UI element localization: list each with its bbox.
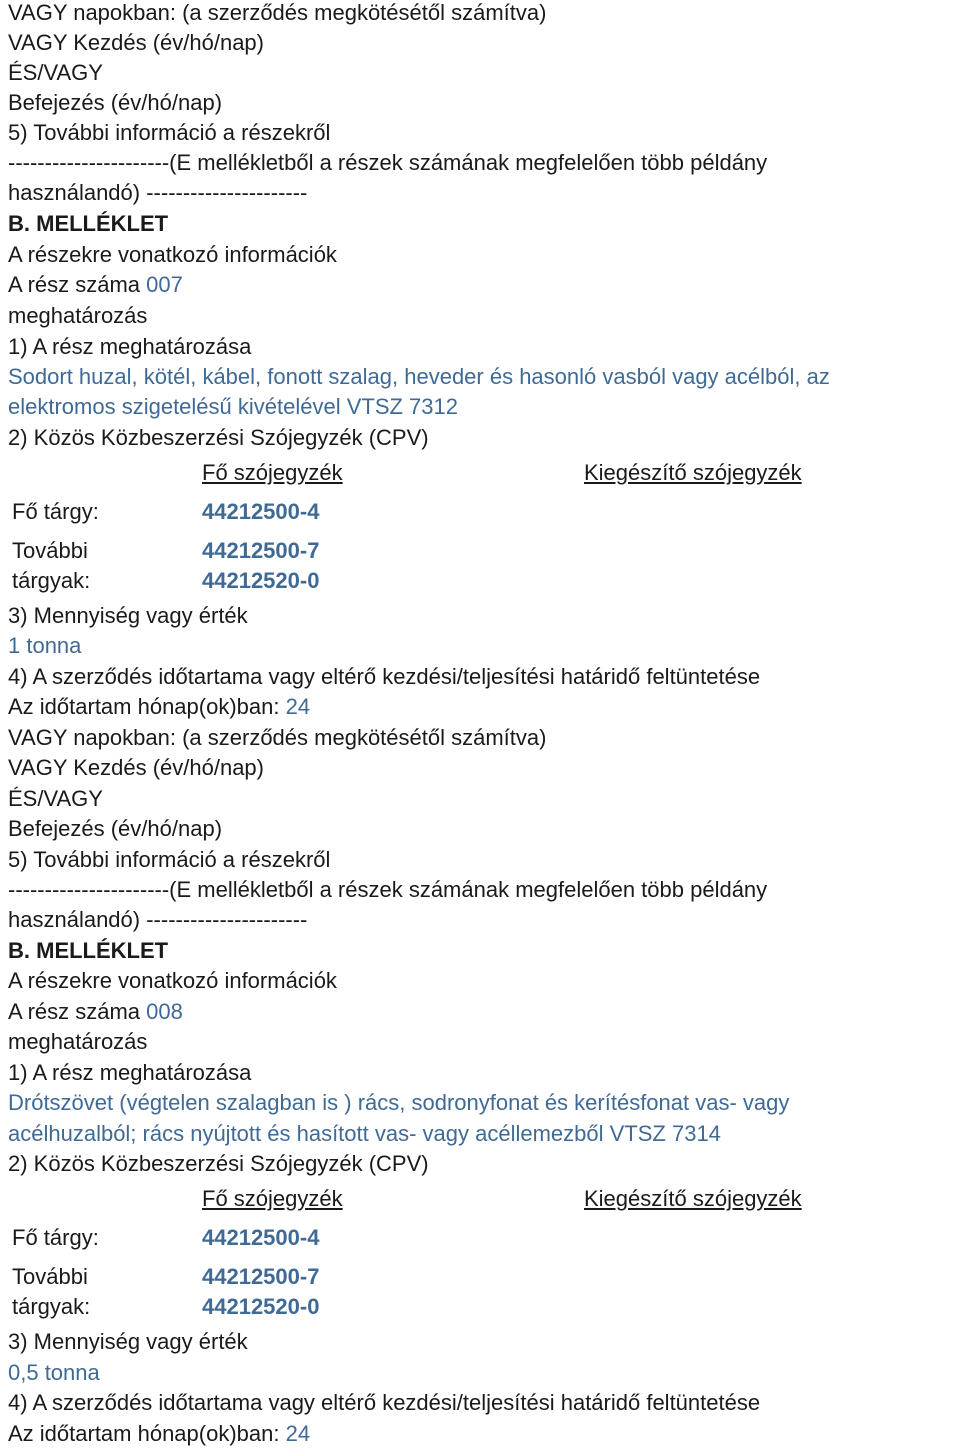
- other-subject-code-1: 44212500-7: [202, 538, 320, 563]
- duration-value: 24: [285, 1421, 311, 1446]
- part-number-label: A rész száma: [8, 999, 147, 1024]
- q1-text-line-1: Sodort huzal, kötél, kábel, fonott szalag, heveder és hasonló vasból vagy acélból, az: [8, 364, 830, 389]
- section-subtitle: A részekre vonatkozó információk: [8, 968, 337, 993]
- q4-label: 4) A szerződés időtartama vagy eltérő kezdési/teljesítési határidő feltüntetése: [8, 664, 761, 689]
- q1-label: 1) A rész meghatározása: [8, 334, 252, 359]
- definition-heading: meghatározás: [8, 1029, 148, 1054]
- other-subjects-label-1: További: [12, 1264, 88, 1289]
- main-subject-label: Fő tárgy:: [12, 1225, 99, 1250]
- napokban-line: VAGY napokban: (a szerződés megkötésétől számítva): [8, 0, 547, 25]
- duration-value: 24: [285, 694, 311, 719]
- separator-line-2: használandó) ----------------------: [8, 907, 308, 932]
- es-vagy-line: ÉS/VAGY: [8, 786, 103, 811]
- duration-line: [8, 694, 310, 720]
- other-subject-code-1: 44212500-7: [202, 1264, 320, 1289]
- q3-label: 3) Mennyiség vagy érték: [8, 603, 248, 628]
- part-number-line: [8, 272, 183, 298]
- separator-line-1: ----------------------(E mellékletből a részek számának megfelelően több példány: [8, 150, 768, 175]
- other-subject-code-2: 44212520-0: [202, 568, 320, 593]
- main-subject-code: 44212500-4: [202, 1225, 320, 1250]
- definition-heading: meghatározás: [8, 303, 148, 328]
- napokban-line: VAGY napokban: (a szerződés megkötésétől számítva): [8, 725, 547, 750]
- section-subtitle: A részekre vonatkozó információk: [8, 242, 337, 267]
- kezdes-line: VAGY Kezdés (év/hó/nap): [8, 755, 264, 780]
- befejezes-line: Befejezés (év/hó/nap): [8, 90, 223, 115]
- other-subjects-label-1: További: [12, 538, 88, 563]
- duration-line: [8, 1421, 310, 1447]
- q2-label: 2) Közös Közbeszerzési Szójegyzék (CPV): [8, 425, 429, 450]
- tovabbi-info-line: 5) További információ a részekről: [8, 847, 331, 872]
- duration-label: Az időtartam hónap(ok)ban:: [8, 1421, 286, 1446]
- cpv-extra-header: Kiegészítő szójegyzék: [584, 460, 802, 485]
- part-number-label: A rész száma: [8, 272, 147, 297]
- q1-text-line-1: Drótszövet (végtelen szalagban is ) rács, sodronyfonat és kerítésfonat vas- vagy: [8, 1090, 790, 1115]
- part-number-value: 008: [146, 999, 183, 1024]
- separator-line-2: használandó) ----------------------: [8, 180, 308, 205]
- other-subjects-label-2: tárgyak:: [12, 568, 91, 593]
- part-number-value: 007: [146, 272, 183, 297]
- section-heading: B. MELLÉKLET: [8, 938, 169, 963]
- main-subject-label: Fő tárgy:: [12, 499, 99, 524]
- q3-value: 0,5 tonna: [8, 1360, 100, 1385]
- separator-line-1: ----------------------(E mellékletből a részek számának megfelelően több példány: [8, 877, 768, 902]
- q3-value: 1 tonna: [8, 633, 82, 658]
- main-subject-code: 44212500-4: [202, 499, 320, 524]
- cpv-extra-header: Kiegészítő szójegyzék: [584, 1186, 802, 1211]
- q2-label: 2) Közös Közbeszerzési Szójegyzék (CPV): [8, 1151, 429, 1176]
- es-vagy-line: ÉS/VAGY: [8, 60, 103, 85]
- kezdes-line: VAGY Kezdés (év/hó/nap): [8, 30, 264, 55]
- section-heading: B. MELLÉKLET: [8, 211, 169, 236]
- cpv-main-header: Fő szójegyzék: [202, 460, 343, 485]
- q3-label: 3) Mennyiség vagy érték: [8, 1329, 248, 1354]
- part-number-line: [8, 999, 183, 1025]
- other-subject-code-2: 44212520-0: [202, 1294, 320, 1319]
- q1-label: 1) A rész meghatározása: [8, 1060, 252, 1085]
- duration-label: Az időtartam hónap(ok)ban:: [8, 694, 286, 719]
- other-subjects-label-2: tárgyak:: [12, 1294, 91, 1319]
- cpv-main-header: Fő szójegyzék: [202, 1186, 343, 1211]
- q1-text-line-2: acélhuzalból; rács nyújtott és hasított vas- vagy acéllemezből VTSZ 7314: [8, 1121, 721, 1146]
- q1-text-line-2: elektromos szigetelésű kivételével VTSZ 7312: [8, 394, 458, 419]
- q4-label: 4) A szerződés időtartama vagy eltérő kezdési/teljesítési határidő feltüntetése: [8, 1390, 761, 1415]
- befejezes-line: Befejezés (év/hó/nap): [8, 816, 223, 841]
- tovabbi-info-line: 5) További információ a részekről: [8, 120, 331, 145]
